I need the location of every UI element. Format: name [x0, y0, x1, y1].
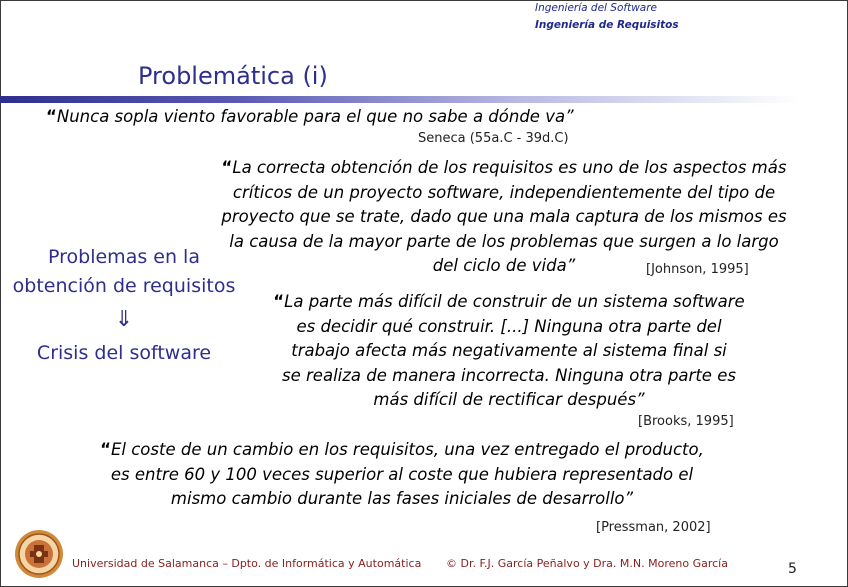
quote-johnson: [206, 156, 802, 279]
quote-line: se realiza de manera incorrecta. Ninguna otra parte es: [282, 365, 736, 385]
quote-line: mismo cambio durante las fases iniciales de desarrollo”: [170, 489, 634, 508]
quote-line: la causa de la mayor parte de los problemas que surgen a lo largo: [229, 231, 779, 251]
side-line-1: Problemas en la: [48, 246, 200, 268]
quote-text: Nunca sopla viento favorable para el que no sabe a dónde va”: [56, 107, 574, 126]
quote-line: proyecto que se trate, dado que una mala captura de los mismos es: [221, 207, 787, 226]
module-name: Ingeniería de Requisitos: [535, 19, 679, 31]
side-heading: [8, 243, 240, 368]
quote-line: “La correcta obtención de los requisitos es uno de los aspectos más: [221, 158, 787, 177]
quote-seneca: [46, 105, 574, 130]
quote-open-mark: “: [46, 107, 57, 126]
quote-open-mark: “: [221, 158, 233, 177]
quote-open-mark: “: [273, 292, 285, 311]
citation-johnson: [Johnson, 1995]: [646, 262, 749, 277]
side-line-3: Crisis del software: [36, 342, 212, 364]
quote-line: es entre 60 y 100 veces superior al coste que hubiera representado el: [110, 464, 694, 484]
citation-seneca: Seneca (55a.C - 39d.C): [418, 131, 569, 146]
footer-authors: © Dr. F.J. García Peñalvo y Dra. M.N. Moreno García: [446, 557, 728, 570]
course-name: Ingeniería del Software: [535, 2, 657, 14]
side-line-2: obtención de requisitos: [12, 275, 236, 297]
quote-open-mark: “: [100, 440, 111, 459]
quote-pressman: [82, 438, 722, 512]
slide-title: Problemática (i): [138, 62, 328, 90]
quote-line: más difícil de rectificar después”: [373, 390, 645, 409]
title-underline-bar: [0, 96, 800, 103]
citation-pressman: [Pressman, 2002]: [596, 520, 711, 535]
university-seal-icon: [14, 529, 64, 579]
quote-line: del ciclo de vida”: [432, 256, 576, 275]
quote-line: “La parte más difícil de construir de un sistema software: [273, 292, 745, 311]
down-arrow-icon: ⇓: [114, 307, 134, 332]
page-number: 5: [788, 561, 797, 577]
quote-brooks: [262, 290, 756, 413]
quote-line: críticos de un proyecto software, independientemente del tipo de: [232, 182, 776, 202]
quote-line: “El coste de un cambio en los requisitos, una vez entregado el producto,: [100, 440, 704, 459]
footer-university: Universidad de Salamanca – Dpto. de Informática y Automática: [72, 557, 422, 570]
quote-line: trabajo afecta más negativamente al sistema final si: [291, 341, 727, 360]
quote-line: es decidir qué construir. [...] Ninguna otra parte del: [296, 316, 722, 336]
citation-brooks: [Brooks, 1995]: [638, 414, 734, 429]
